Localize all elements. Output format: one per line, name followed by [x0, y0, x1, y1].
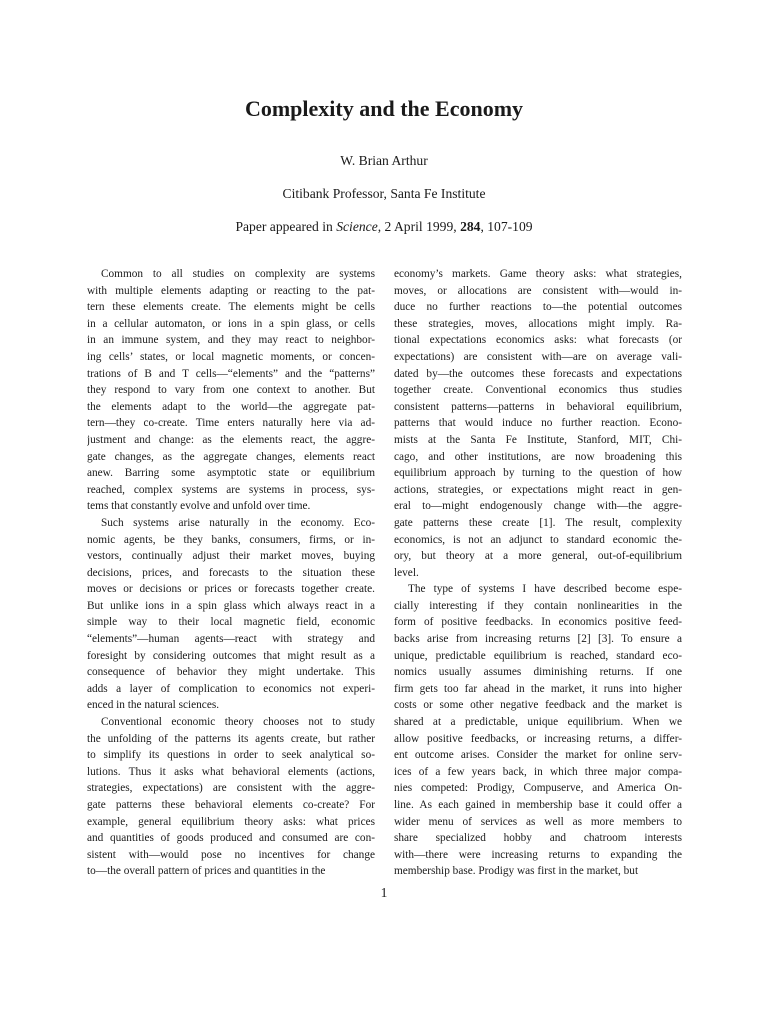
text-line: cago, and other institutions, are now broadening this [394, 450, 682, 463]
text-line: vestors, continually adjust their market moves, buying [87, 550, 375, 563]
text-line: to—the overall pattern of prices and quantities in the [87, 865, 326, 878]
right-text-column [394, 266, 682, 880]
text-line: cially interesting if they contain nonlinearities in the [394, 599, 682, 612]
text-line: nomic agents, be they banks, consumers, firms, or in- [87, 533, 375, 546]
text-line: simple way to their local magnetic field, economic [87, 616, 375, 629]
text-line: the elements adapt to the world—the aggregate pat- [87, 400, 375, 413]
text-line: consequence of behavior they might undertake. This [87, 666, 375, 679]
text-line: example, general equilibrium theory asks: what prices [87, 815, 375, 828]
text-line: shared at a predictable, unique equilibrium. When we [394, 716, 682, 729]
text-line: trations of B and T cells—“elements” and the “patterns” [87, 367, 375, 380]
text-line: form of positive feedbacks. In economics positive feed- [394, 616, 682, 629]
text-line: gate patterns these behavioral elements co-create? For [87, 799, 375, 811]
page-range: , 107-109 [480, 219, 533, 234]
text-line: nomics usually assumes diminishing returns. If one [394, 666, 682, 679]
left-text-column [87, 266, 375, 880]
text-line: But unlike ions in a spin glass which always react in a [87, 599, 375, 612]
text-line: adds a layer of complication to economics not experi- [87, 682, 375, 695]
author-affiliation: Citibank Professor, Santa Fe Institute [282, 186, 486, 201]
text-line: level. [394, 566, 419, 579]
text-line: moves or decisions or prices or forecasts together create. [87, 583, 375, 596]
publication-date: , 2 April 1999, [377, 219, 461, 234]
text-line: allow positive feedbacks, or increasing returns, a differ- [394, 732, 682, 745]
text-line: in an immune system, and they may react to neighbor- [87, 334, 375, 347]
publication-prefix: Paper appeared in [235, 219, 337, 234]
text-line: decisions, prices, and forecasts to the situation these [87, 566, 375, 579]
text-line: reached, complex systems are systems in process, sys- [87, 483, 375, 496]
paper-title: Complexity and the Economy [244, 96, 524, 121]
text-line: and quantities of goods produced and consumed are con- [87, 832, 375, 845]
text-line: Conventional economic theory chooses not to study [101, 716, 375, 729]
text-line: enced in the natural sciences. [87, 699, 220, 712]
text-line: tern these elements create. The elements might be cells [87, 301, 375, 314]
text-line: share specialized hobby and chatroom interests [394, 832, 682, 845]
text-line: foresight by considering outcomes that might result as a [87, 649, 375, 662]
text-line: tems that constantly evolve and unfold over time. [87, 500, 311, 513]
text-line: tional expectations economics asks: what forecasts (or [394, 334, 682, 347]
text-line: ing cells’ states, or local magnetic moments, or concen- [87, 350, 375, 363]
text-line: together create. Conventional economics thus studies [394, 384, 682, 397]
text-line: the unfolding of the patterns its agents create, but rather [87, 732, 375, 745]
text-line: with—there were increasing returns to expanding the [394, 848, 682, 861]
text-line: moves, or allocations are consistent with—would in- [394, 284, 682, 297]
text-line: line. As each gained in membership base it could offer a [394, 799, 682, 811]
text-line: unique, predictable equilibrium is reached, standard eco- [394, 649, 682, 662]
text-line: ices of a few years back, in which three major compa- [394, 765, 682, 778]
journal-name: Science [336, 219, 378, 234]
text-line: consistent patterns—patterns in behavioral equilibrium, [394, 400, 682, 413]
text-line: wider menu of services as well as more members to [394, 815, 682, 828]
text-line: duce no further reactions to—the potential outcomes [394, 301, 682, 314]
text-line: actions, strategies, or expectations might react in gen- [394, 483, 682, 496]
text-line: membership base. Prodigy was first in the market, but [394, 865, 639, 878]
text-line: expectations) are consistent with—are on average vali- [394, 350, 682, 363]
volume-number: 284 [460, 219, 481, 234]
text-line: strategies, expectations) are consistent with the aggre- [87, 782, 375, 795]
text-line: The type of systems I have described become espe- [408, 583, 682, 596]
text-line: economics, is not an adjunct to standard economic the- [394, 533, 682, 546]
text-line: firm gets too far ahead in the market, it runs into higher [394, 682, 682, 695]
text-line: patterns that would induce no further reaction. Econo- [394, 417, 682, 430]
text-line: tern—they co-create. Time enters naturally here via ad- [87, 417, 375, 430]
text-line: lutions. Thus it asks what behavioral elements (actions, [87, 765, 375, 778]
text-line: eral to—might endogenously change with—the aggre- [394, 500, 682, 513]
text-line: economy’s markets. Game theory asks: what strategies, [394, 268, 682, 280]
text-line: ent outcome arises. Consider the market for online serv- [394, 749, 682, 762]
text-line: equilibrium approach by turning to the question of how [394, 467, 682, 480]
text-line: Such systems arise naturally in the economy. Eco- [101, 516, 375, 529]
publication-info [0, 219, 768, 235]
text-line: they respond to vary from one context to another. But [87, 384, 375, 397]
text-line: these strategies, moves, allocations might imply. Ra- [394, 317, 682, 330]
text-line: anew. Barring some asymptotic state or equilibrium [87, 467, 375, 480]
text-line: dated by—the outcomes these forecasts and expectations [394, 367, 682, 380]
text-line: backs arise from increasing returns [2] [3]. To ensure a [394, 633, 682, 646]
text-line: costs or some other negative feedback and the market is [394, 699, 682, 712]
page-number: 1 [380, 885, 388, 900]
text-line: Common to all studies on complexity are systems [101, 268, 375, 280]
text-line: sistent with—would pose no incentives for change [87, 848, 375, 861]
text-line: to simplify its questions in order to seek analytical so- [87, 749, 375, 762]
text-line: with multiple elements adapting or reacting to the pat- [87, 284, 375, 297]
author-name: W. Brian Arthur [340, 153, 428, 168]
text-line: gate changes, as the aggregate changes, elements react [87, 450, 375, 463]
text-line: mists at the Santa Fe Institute, Stanford, MIT, Chi- [394, 433, 682, 446]
text-line: nies competed: Prodigy, Compuserve, and America On- [394, 782, 682, 795]
text-line: in a cellular automaton, or ions in a spin glass, or cells [87, 317, 375, 330]
text-line: ory, but theory at a more general, out-of-equilibrium [394, 550, 682, 563]
text-line: gate patterns these create [1]. The result, complexity [394, 516, 682, 529]
text-line: justment and change: as the elements react, the aggre- [87, 433, 375, 446]
text-line: “elements”—human agents—react with strategy and [87, 633, 375, 646]
